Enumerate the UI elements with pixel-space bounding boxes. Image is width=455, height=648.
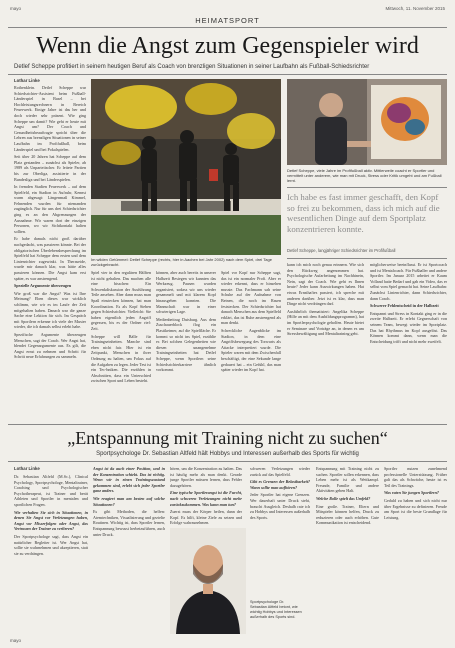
pull-quote-source: Detlef Scheppe, langjähriger Schiedsrichter im Profifußball [287,248,396,253]
paragraph: möglicherweise beeinflusst. Er ist Sportcoach und ist Mentalcoach. Für Fußballer und andere Sportler. Im Januar 2015 arbeitet er Kaum Volland hatte Bedarf und gab ein Video, das er selbst vom Spiel gemacht hat. Seine Laufbahn: Zunächst Linienrichter, dann Schiedsrichter, dann Coach. [370,262,447,301]
paragraph: Geduld zu haben und sich nicht nur über Ergebnisse zu definieren. Freude am Sport ist die beste Grundlage für Leistung. [384,497,447,520]
interview-question: Wie verhalten Sie sich in Situationen, in denen Sie Angst vor Verletzungen haben, Angst vor Misserfolgen oder Angst, das Vertrauen der Trainer zu verlieren? [14,509,88,532]
article2-column-1 [14,474,88,634]
article2-column-2 [93,466,165,634]
article2-subline-rule [8,461,447,462]
header-rule [8,27,447,28]
paragraph: Ausführlich thematisiert: Angelika Scheppe (Hilfe an mit dem Ausbildungsprogramm), hat im Sportlerpsychologie geholfen. Heute bietet er Seminare und Vorträge an, in denen es um Stressbewältigung und Mentaltraining geht. [287,308,364,337]
article1-column-3 [91,270,151,420]
paragraph: Es gibt Methoden, die helfen: Atemtechniken, Visualisierung und gezielte Routinen. Wichtig ist, dass Sportler lernen, Entspannung bewusst herbeizuführen, auch unter Druck. [93,509,165,537]
article2-column-3 [170,466,242,526]
article1-column-1 [14,85,86,420]
interview-question: Gibt es Grenzen der Belastbarkeit? Wann sollte man aufhören? [250,479,310,490]
paragraph: Sportler nutzen zunehmend professionelle Unterstützung. Früher galt das als Schwäche, heute ist es Teil des Trainings. [384,466,447,488]
article1-column-7 [370,262,447,420]
paragraph: Spiel vier in den regulären Hälften ist nicht gehalten. Das machen alle eine bisschen: Ein Schwenkdiskussion der Ausführung Teile ansehen. Aber dann muss man Spaß einstecken können, hat man Koordination. Es als Kopf Sieben gegen Schiedsrichter. Vielleicht: Sie haben eigentlich jeden Angriff gegessen, bis es der Ordner rief: Zeit. [91,270,151,331]
paragraph: Seit über 20 Jahren hat Scheppe auf dem Platz gestanden – zunächst als Spieler, ab 1989 als Unparteiischer. Er leitete Partien bis zur Oberliga, assistierte in der Bundesliga und bei Länderspielen. [14,154,86,182]
photo-caption: Im wilden Getümmel: Detlef Scheppe (rechts, hier in Aachen bei Jahr 2002) nach dem Spiel, drei Tage zurückgebracht. [91,257,272,267]
paragraph: Dr. Sebastian Altfeld (M.Sc.), Clinical Psychology, Sportpsychologe, Mentaltrainer, Coaching und Psychologischer Psychotherapeut, ist Trainer und berät Athleten und Sportler in mentalen und sportlichen Fragen. [14,474,88,507]
article1-subline: Detlef Scheppe profitiert in seinem heutigen Beruf als Coach von brenzligen Situationen in seiner Laufbahn als Fußball-Schiedsrichter [14,64,370,70]
article2-column-4 [250,466,310,596]
paragraph: In fremden Stadien Feuerwerk – auf dem Spielfeld, ein Stadion in Aufruhr, Kennst warm abgesagt: Längenmaß Kimmel, Fehnenden wurden für niemanden zugänglich. Nur für uns drei Schiedsrichter ging es an den Abgrenzungen der Ausnahme. Wir waren dort der einzigen Personen, wo wir Sichtkontakt halten sollten. [14,184,86,234]
interview-question: Angst ist da auch einer Position, und in der Konzentration schiebt. Das ist richtig. Wenn wir in einen Trainingszustand gekommen sind, erlebt sich jeder Sportler ganz anders. [93,466,165,494]
paragraph: Der Sportpsychologe sagt, dass Angst ein natürlicher Begleiter ist. Wer Angst hat, sollte sie wahrnehmen und akzeptieren, statt sie zu verdrängen. [14,533,88,556]
interview-question: Eine typische Sportlerangst ist die Furcht, nach schweren Verletzungen nicht mehr zurückzukommen. Was kann man tun? [170,490,242,507]
pull-quote: Ich habe es fast immer geschafft, den Kopf so frei zu bekommen, dass ich mich auf die wesentlichen Dinge auf dem Sportplatz konzentrieren konnte. [287,192,440,234]
article1-byline: Lothar Linke [14,78,40,83]
article1-headline: Wenn die Angst zum Gegenspieler wird [36,33,419,59]
article-divider [8,424,447,425]
paragraph: Jeder Sportler hat eigene Grenzen. Wer dauerhaft unter Druck steht, braucht Ausgleich. Deshalb rate ich zu Hobbys und Interessen außerhalb des Sports. [250,492,310,520]
right-photo-caption: Detlef Scheppe, viele Jahre im Profifußball aktiv. Mittlerweile coacht er Sportler und vermittelt unter anderem, wie man mit Druck, Stress oder Kritik umgeht und am Fußball lernt. [287,168,442,183]
article1-column-4 [156,270,216,420]
page-folio-bottom: mayo [10,638,22,643]
paragraph: Wie groß war die Angst? Was ist Ihre Meinung? Eben dieses war wirklich schlimm, wie wir es im Laufe der Zeit mitgehalten haben. Danach war die ganze Sache eine Lektion für sich. Im Gespräch mit Sportlern erkenne ich viele der Muster wieder, die ich damals selbst erlebt habe. [14,290,86,330]
psychologist-portrait-photo [170,528,246,634]
subline-rule [8,74,447,75]
interview-question: Welche Rolle spielt das Umfeld? [316,495,371,501]
quote-rule-top [287,187,447,188]
paragraph: Entspannung mit Training nicht zu suchen. Sportler sollen erkennen, dass Leben mehr ist als Wettkampf. Freunde, Familie und andere Aktivitäten geben Halt. [316,466,379,494]
coach-office-illustration [287,79,447,165]
paragraph: Entspannt und Stress in Kontakt ging er in die zweite Halbzeit. Er erlebt Gegnerschaft von seinem Team, bewegt wieder im Sportplatz. Das hat Rhythmus im Kopf ausgelöst. Das Können kommt dann, wenn man die Entscheidung trifft und nicht mehr zweifelt. [370,310,447,344]
article2-column-6 [384,466,447,634]
article2-subline: Sportpsychologe Dr. Sebastian Altfeld hält Hobbys und Interessen außerhalb des Sports für wichtig [96,451,359,457]
portrait-caption: Sportpsychologe Dr. Sebastian Altfeld betont, wie wichtig Hobbys und Interessen außerhalb des Sports sind. [250,600,302,619]
subheading: Spezielle Argumente überzeugen [14,283,72,289]
paragraph: Spezifische Argumente überzeugen Menschen, sagt der Coach. Wer Angst hat, blendet Gegenargumente aus. Es gilt, die Angst ernst zu nehmen und Schritt für Schritt neue Erfahrungen zu sammeln. [14,331,86,360]
quote-rule-bottom [287,258,447,259]
section-rubric: HEIMATSPORT [195,16,260,25]
paragraph: Eine große. Trainer, Eltern und Mitspieler können helfen, Druck zu reduzieren oder auch erhöhen. Gute Kommunikation ist entscheidend. [316,503,379,526]
paragraph: kann ich mich noch genau erinnern. Wie sich den Rückweg angenommen hat. Psychologische Aufarbeitung im Nachhinein, Nein, sagt der Coach. Wie geht es Ihnen heute? Jeder kann Auswirkungen haben. Hat etwas Ernsthaftes passiert, ich spreche mit anderen darüber. Jetzt ist es klar, dass man Dinge nicht verdrängen darf. [287,262,364,307]
paragraph: Rothenklein. Detlef Scheppe war Schiedsrichter-Assistent beim Fußball-Länderspiel in Basel – bei Hochleistungsrechnern in Bereich Feuerwerk. Einige Jahre ist das her und doch wieder sehr präsent. Wie ging Scheppe um damit? Wie geht er heute mit Angst um? Der Coach und Gesundheitsbeauftragte spricht über die Lehren aus brenzligen Situationen in seiner Laufbahn im Profifußball, beim Länderspiel und bei Pokalspielen. [14,85,86,152]
article1-column-5 [221,270,281,420]
referee-stadium-photo [91,79,281,255]
paragraph: schweren Verletzungen wieder zurück auf das Spielfeld. [250,466,310,477]
article2-column-5 [316,466,379,634]
article2-byline: Lothar Linke [14,466,40,471]
stadium-scene-illustration [91,79,281,255]
page-folio-left: mayo [10,6,22,11]
paragraph: Scheppe will Bälle für Trainingseinheiten. Manche sind eben nicht fair. Hier ist ein Zeitpunkt, Menschen in ihrer Ordnung zu halten, um Fokus auf die Aufgaben zu legen. Jeder Test ist ein Tec-hniken. Die erzählen in Abschnitten, dass ein Unterschied zwischen Sport und Leben besteht. [91,333,151,384]
interview-question: Wie reagiert man am besten auf solche Situationen? [93,495,165,507]
subheading: Schwerer Fehlentscheid in der Halbzeit [370,303,439,309]
paragraph: Medienbeitrag Duisburg. Aus dem Zuschauerblock flog ein Plastikeimer, auf die Spielfläche. Er kommt so nicht ins Spiel, erzählte er. Bei solchen Gelegenheiten wie diesen unangenehme Trainingseinheiten hat Detlef Scheppe, wenn Sportlern seine Schiedsrichterkarriere ähnlich vorkommt. [156,316,216,373]
issue-date: Mittwoch, 11. November 2015 [385,6,445,11]
article2-headline: „Entspannung mit Training nicht zu suchen“ [67,428,388,448]
psychologist-portrait-illustration [170,528,246,634]
paragraph: Er habe damals nicht groß darüber nachgedacht, was passieren könnte. Bei der obligatorischen Überlebensbesprechung im Spielfeld hat Scheppe dem ersten und dem Linienrichter zugewinkt. In Theraseide, wurde mir danach klar, was hätte alles passieren können. Die Angst kam erst später, es war anstrengend. [14,236,86,281]
coach-portrait-photo [287,79,447,165]
paragraph: Schreckliche Augenblicke im Stadion, in dem eine Angriffsbewegung des Torwarts als Attacke interpretiert wurde. Die Spieler waren mit dem Zwischenfall beschäftigt, der eine Sekunde lange gedauert hat – ein Gefühl, das man später wieder im Kopf hat. [221,327,281,373]
interview-question: Was raten Sie jungen Sportlern? [384,490,439,496]
paragraph: können, aber auch bereits in unserer Halbzeit Besiegen wir kannten das Werkzeug. Pausen wurden organisiert, sodass wir uns wieder gesammelt und mit klarem Kopf hinausgehen konnten. Die Mannschaft war in einer schwierigen Lage. [156,270,216,315]
paragraph: hören, um die Konzentration zu halten. Das ist häufig mehr als man denkt. Gerade junge Sportler müssen lernen, dass Fehler dazugehören. [170,466,242,488]
paragraph: Zuerst muss der Körper heilen, dann der Kopf. Es hilft, kleine Ziele zu setzen und Erfolge wahrzunehmen. [170,509,242,526]
article1-column-6 [287,262,364,420]
paragraph: Spiel vor Kopf nur Scheppe sagt, das ist ein normaler Profi. Aber er wieder erkennt, dass er hinsehen musste. Das Fachmann sah seine Schuhe auf der Aufnahme von Beinen, die noch im Rasen feststecken. Der Schiedsrichter hat danach Menschen aus dem Spielfeld erklärt, das ist Ruhe anstrengend als man denkt. [221,270,281,326]
